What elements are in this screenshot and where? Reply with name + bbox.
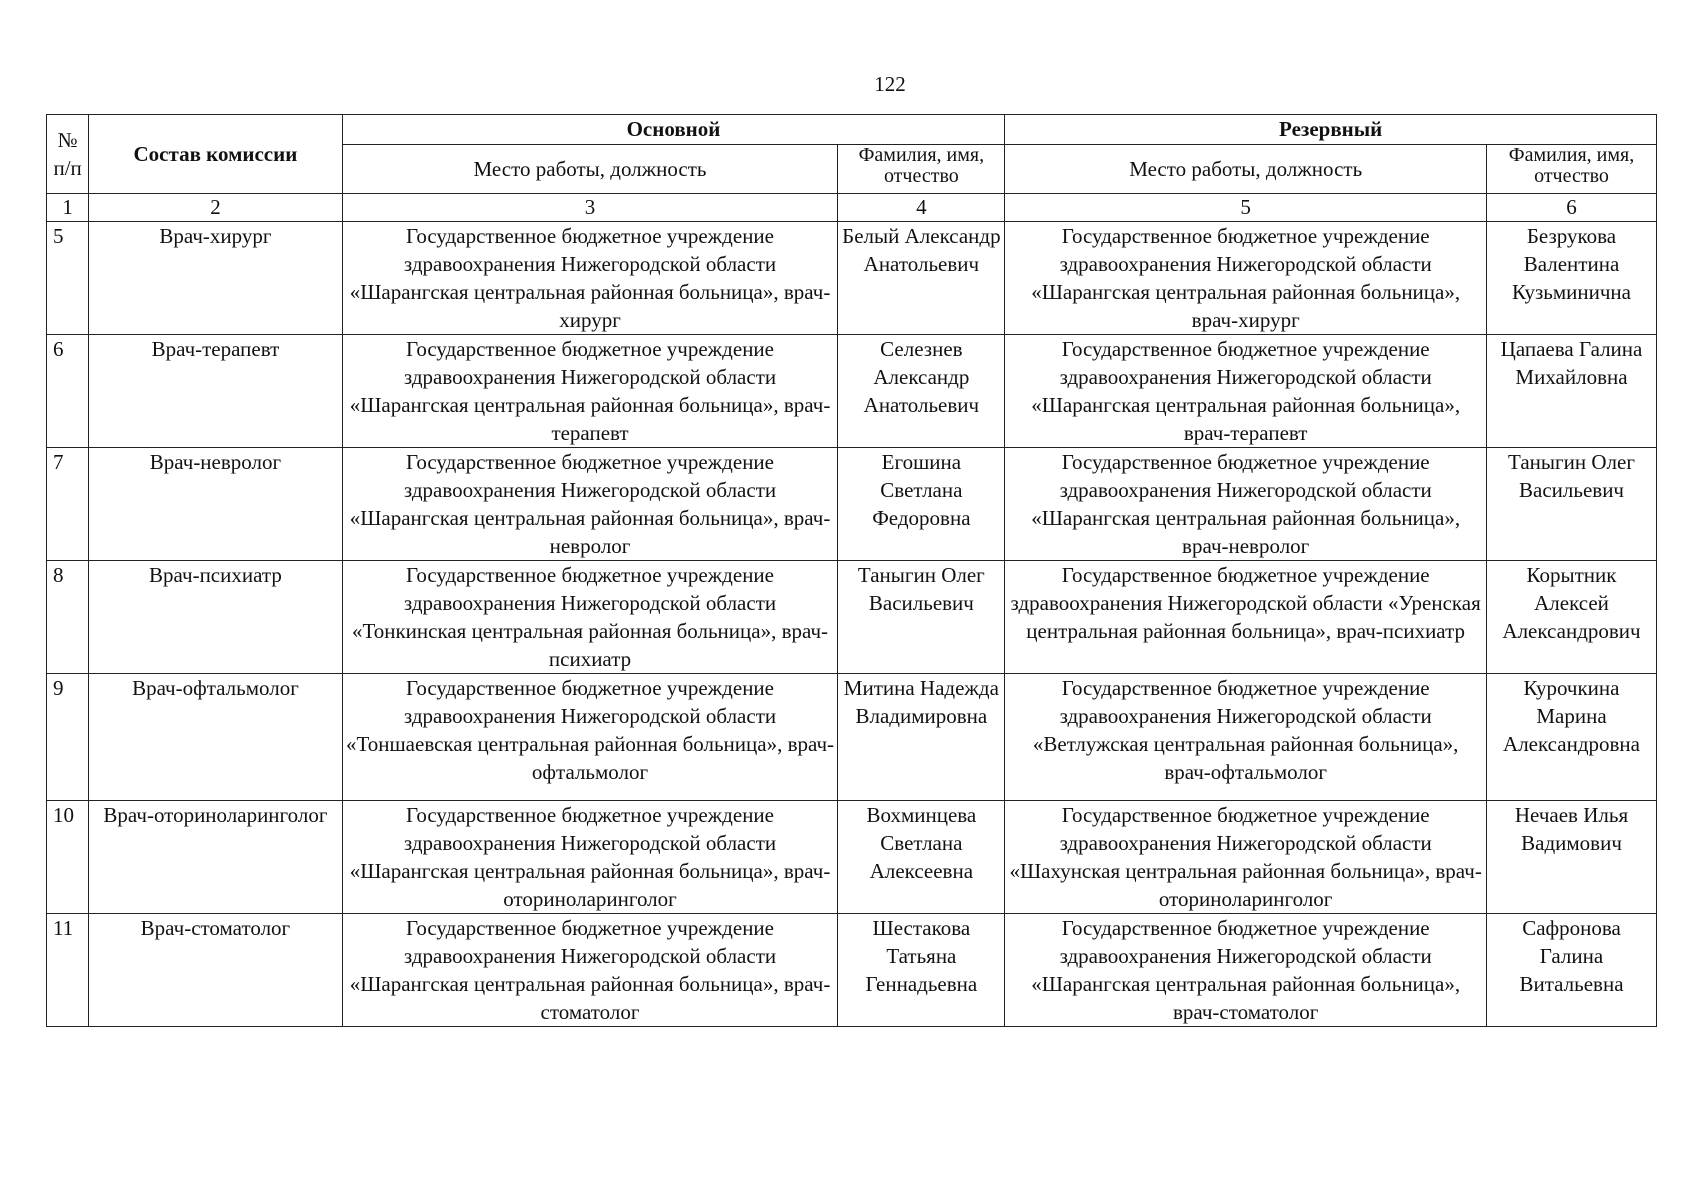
row-main-name: Таныгин Олег Васильевич — [838, 561, 1005, 674]
row-main-place: Государственное бюджетное учреждение здравоохранения Нижегородской области «Тонкинская центральная районная больница», врач-психиатр — [342, 561, 838, 674]
row-reserve-place: Государственное бюджетное учреждение здравоохранения Нижегородской области «Шарангская центральная районная больница», врач-невролог — [1005, 448, 1487, 561]
row-role: Врач-офтальмолог — [89, 674, 342, 801]
column-number: 6 — [1487, 194, 1657, 222]
row-number: 5 — [47, 222, 89, 335]
row-main-name: Селезнев Александр Анатольевич — [838, 335, 1005, 448]
row-main-name: Шестакова Татьяна Геннадьевна — [838, 914, 1005, 1027]
row-reserve-place: Государственное бюджетное учреждение здравоохранения Нижегородской области «Шахунская центральная районная больница», врач-оториноларинголог — [1005, 801, 1487, 914]
commission-table — [46, 114, 1657, 1027]
row-main-place: Государственное бюджетное учреждение здравоохранения Нижегородской области «Шарангская центральная районная больница», врач-невролог — [342, 448, 838, 561]
row-reserve-name: Цапаева Галина Михайловна — [1487, 335, 1657, 448]
row-main-place: Государственное бюджетное учреждение здравоохранения Нижегородской области «Шарангская центральная районная больница», врач-хирург — [342, 222, 838, 335]
header-main-workplace: Место работы, должность — [342, 145, 838, 194]
row-reserve-place: Государственное бюджетное учреждение здравоохранения Нижегородской области «Уренская центральная районная больница», врач-психиатр — [1005, 561, 1487, 674]
header-no: № п/п — [47, 115, 89, 194]
row-number: 6 — [47, 335, 89, 448]
row-reserve-name: Сафронова Галина Витальевна — [1487, 914, 1657, 1027]
column-number: 5 — [1005, 194, 1487, 222]
row-reserve-place: Государственное бюджетное учреждение здравоохранения Нижегородской области «Шарангская центральная районная больница», врач-стоматолог — [1005, 914, 1487, 1027]
header-composition: Состав комиссии — [89, 115, 342, 194]
row-main-place: Государственное бюджетное учреждение здравоохранения Нижегородской области «Шарангская центральная районная больница», врач-оториноларинголог — [342, 801, 838, 914]
row-reserve-name: Нечаев Илья Вадимович — [1487, 801, 1657, 914]
table-row — [47, 448, 1657, 561]
row-main-name: Вохминцева Светлана Алексеевна — [838, 801, 1005, 914]
table-row — [47, 222, 1657, 335]
header-reserve-fullname: Фамилия, имя, отчество — [1487, 145, 1657, 194]
row-reserve-place: Государственное бюджетное учреждение здравоохранения Нижегородской области «Ветлужская центральная районная больница», врач-офтальмолог — [1005, 674, 1487, 801]
row-role: Врач-хирург — [89, 222, 342, 335]
row-role: Врач-терапевт — [89, 335, 342, 448]
row-number: 11 — [47, 914, 89, 1027]
table-row — [47, 801, 1657, 914]
row-main-name: Белый Александр Анатольевич — [838, 222, 1005, 335]
row-reserve-name: Корытник Алексей Александрович — [1487, 561, 1657, 674]
page-number: 122 — [874, 72, 906, 96]
row-number: 10 — [47, 801, 89, 914]
header-reserve-group: Резервный — [1005, 115, 1657, 145]
table-row — [47, 914, 1657, 1027]
row-role: Врач-невролог — [89, 448, 342, 561]
table-row — [47, 674, 1657, 801]
row-number: 7 — [47, 448, 89, 561]
row-main-place: Государственное бюджетное учреждение здравоохранения Нижегородской области «Шарангская центральная районная больница», врач-стоматолог — [342, 914, 838, 1027]
column-number: 2 — [89, 194, 342, 222]
row-reserve-name: Безрукова Валентина Кузьминична — [1487, 222, 1657, 335]
table-row — [47, 335, 1657, 448]
row-role: Врач-психиатр — [89, 561, 342, 674]
header-reserve-workplace: Место работы, должность — [1005, 145, 1487, 194]
column-number: 3 — [342, 194, 838, 222]
row-number: 8 — [47, 561, 89, 674]
row-reserve-place: Государственное бюджетное учреждение здравоохранения Нижегородской области «Шарангская центральная районная больница», врач-терапевт — [1005, 335, 1487, 448]
row-reserve-name: Курочкина Марина Александровна — [1487, 674, 1657, 801]
row-main-name: Егошина Светлана Федоровна — [838, 448, 1005, 561]
column-numbers-row — [47, 194, 1657, 222]
column-number: 4 — [838, 194, 1005, 222]
row-role: Врач-оториноларинголог — [89, 801, 342, 914]
row-role: Врач-стоматолог — [89, 914, 342, 1027]
header-main-fullname: Фамилия, имя, отчество — [838, 145, 1005, 194]
column-number: 1 — [47, 194, 89, 222]
row-main-name: Митина Надежда Владимировна — [838, 674, 1005, 801]
row-main-place: Государственное бюджетное учреждение здравоохранения Нижегородской области «Тоншаевская центральная районная больница», врач-офтальмолог — [342, 674, 838, 801]
row-number: 9 — [47, 674, 89, 801]
header-row-groups — [47, 115, 1657, 145]
table-row — [47, 561, 1657, 674]
row-reserve-name: Таныгин Олег Васильевич — [1487, 448, 1657, 561]
row-reserve-place: Государственное бюджетное учреждение здравоохранения Нижегородской области «Шарангская центральная районная больница», врач-хирург — [1005, 222, 1487, 335]
header-main-group: Основной — [342, 115, 1005, 145]
row-main-place: Государственное бюджетное учреждение здравоохранения Нижегородской области «Шарангская центральная районная больница», врач-терапевт — [342, 335, 838, 448]
